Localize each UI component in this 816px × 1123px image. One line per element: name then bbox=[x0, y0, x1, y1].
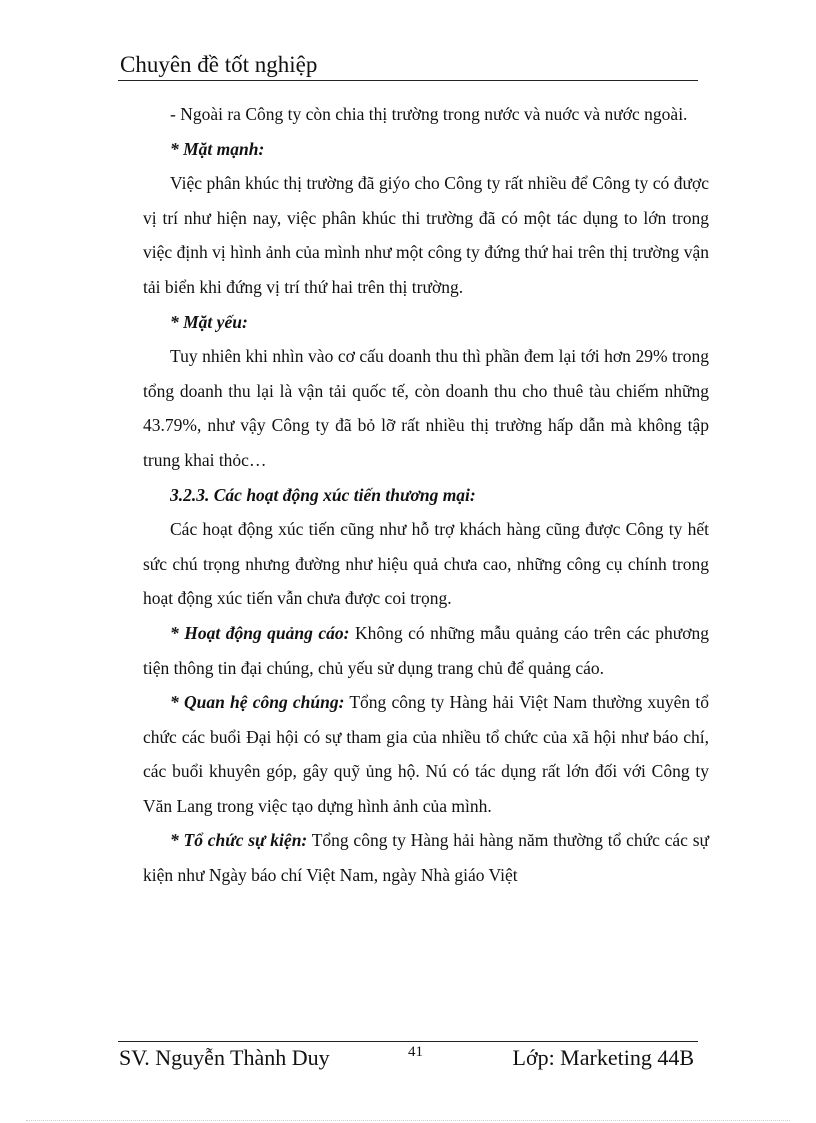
public-relations-text: Tổng công ty Hàng hải Việt Nam thường xuyên tổ chức các buổi Đại hội có sự tham gia của nhiều tổ chức của xã hội như báo chí, các buổi khuyên góp, gây quỹ ủng hộ. Nú có tác dụng rất lớn đối với Công ty Văn Lang trong việc tạo dựng hình ảnh của mình. bbox=[143, 692, 709, 816]
paragraph-market-division: - Ngoài ra Công ty còn chia thị trường trong nước và nuớc và nước ngoài. bbox=[170, 104, 688, 124]
footer-student-name: SV. Nguyễn Thành Duy bbox=[119, 1045, 330, 1070]
document-body bbox=[143, 97, 709, 893]
paragraph-promotion: Các hoạt động xúc tiến cũng như hỗ trợ khách hàng cũng được Công ty hết sức chú trọng nhưng đường như hiệu quả chưa cao, những công cụ chính trong hoạt động xúc tiến vẫn chưa được coi trọng. bbox=[143, 519, 709, 609]
strengths-heading: * Mặt mạnh: bbox=[170, 138, 265, 159]
section-heading: 3.2.3. Các hoạt động xúc tiến thương mại: bbox=[170, 484, 476, 505]
paragraph-public-relations bbox=[143, 685, 709, 823]
paragraph-events bbox=[143, 823, 709, 892]
paragraph-strengths: Việc phân khúc thị trường đã giýo cho Công ty rất nhiều để Công ty có được vị trí như hiện nay, việc phân khúc thi trường đã có một tác dụng to lớn trong việc định vị hình ảnh của mình như một công ty đứng thứ hai trên thị trường vận tải biển khi đứng vị trí thứ hai trên thị trường. bbox=[143, 173, 709, 297]
paragraph-weaknesses: Tuy nhiên khi nhìn vào cơ cấu doanh thu thì phần đem lại tới hơn 29% trong tổng doanh thu lại là vận tải quốc tế, còn doanh thu cho thuê tàu chiếm những 43.79%, như vậy Công ty đã bỏ lỡ rất nhiều thị trường hấp dẫn mà không tập trung khai thỏc… bbox=[143, 346, 709, 470]
advertising-lead: * Hoạt động quảng cáo: bbox=[170, 622, 350, 643]
page-bottom-dotted-border bbox=[26, 1120, 790, 1121]
public-relations-lead: * Quan hệ công chúng: bbox=[170, 692, 345, 713]
events-lead: * Tổ chức sự kiện: bbox=[170, 830, 308, 851]
header-divider bbox=[118, 80, 698, 81]
paragraph-advertising bbox=[143, 616, 709, 685]
events-text: Tổng công ty Hàng hải hàng năm thường tổ chức các sự kiện như Ngày báo chí Việt Nam, ngày Nhà giáo Việt bbox=[143, 830, 710, 886]
weaknesses-heading: * Mặt yếu: bbox=[170, 311, 248, 332]
footer-class-label: Lớp: Marketing 44B bbox=[512, 1045, 694, 1070]
page-header-title: Chuyên đề tốt nghiệp bbox=[120, 52, 318, 77]
advertising-text: Không có những mẫu quảng cáo trên các phương tiện thông tin đại chúng, chủ yếu sử dụng trang chủ để quảng cáo. bbox=[143, 622, 709, 678]
page-number: 41 bbox=[408, 1044, 423, 1060]
